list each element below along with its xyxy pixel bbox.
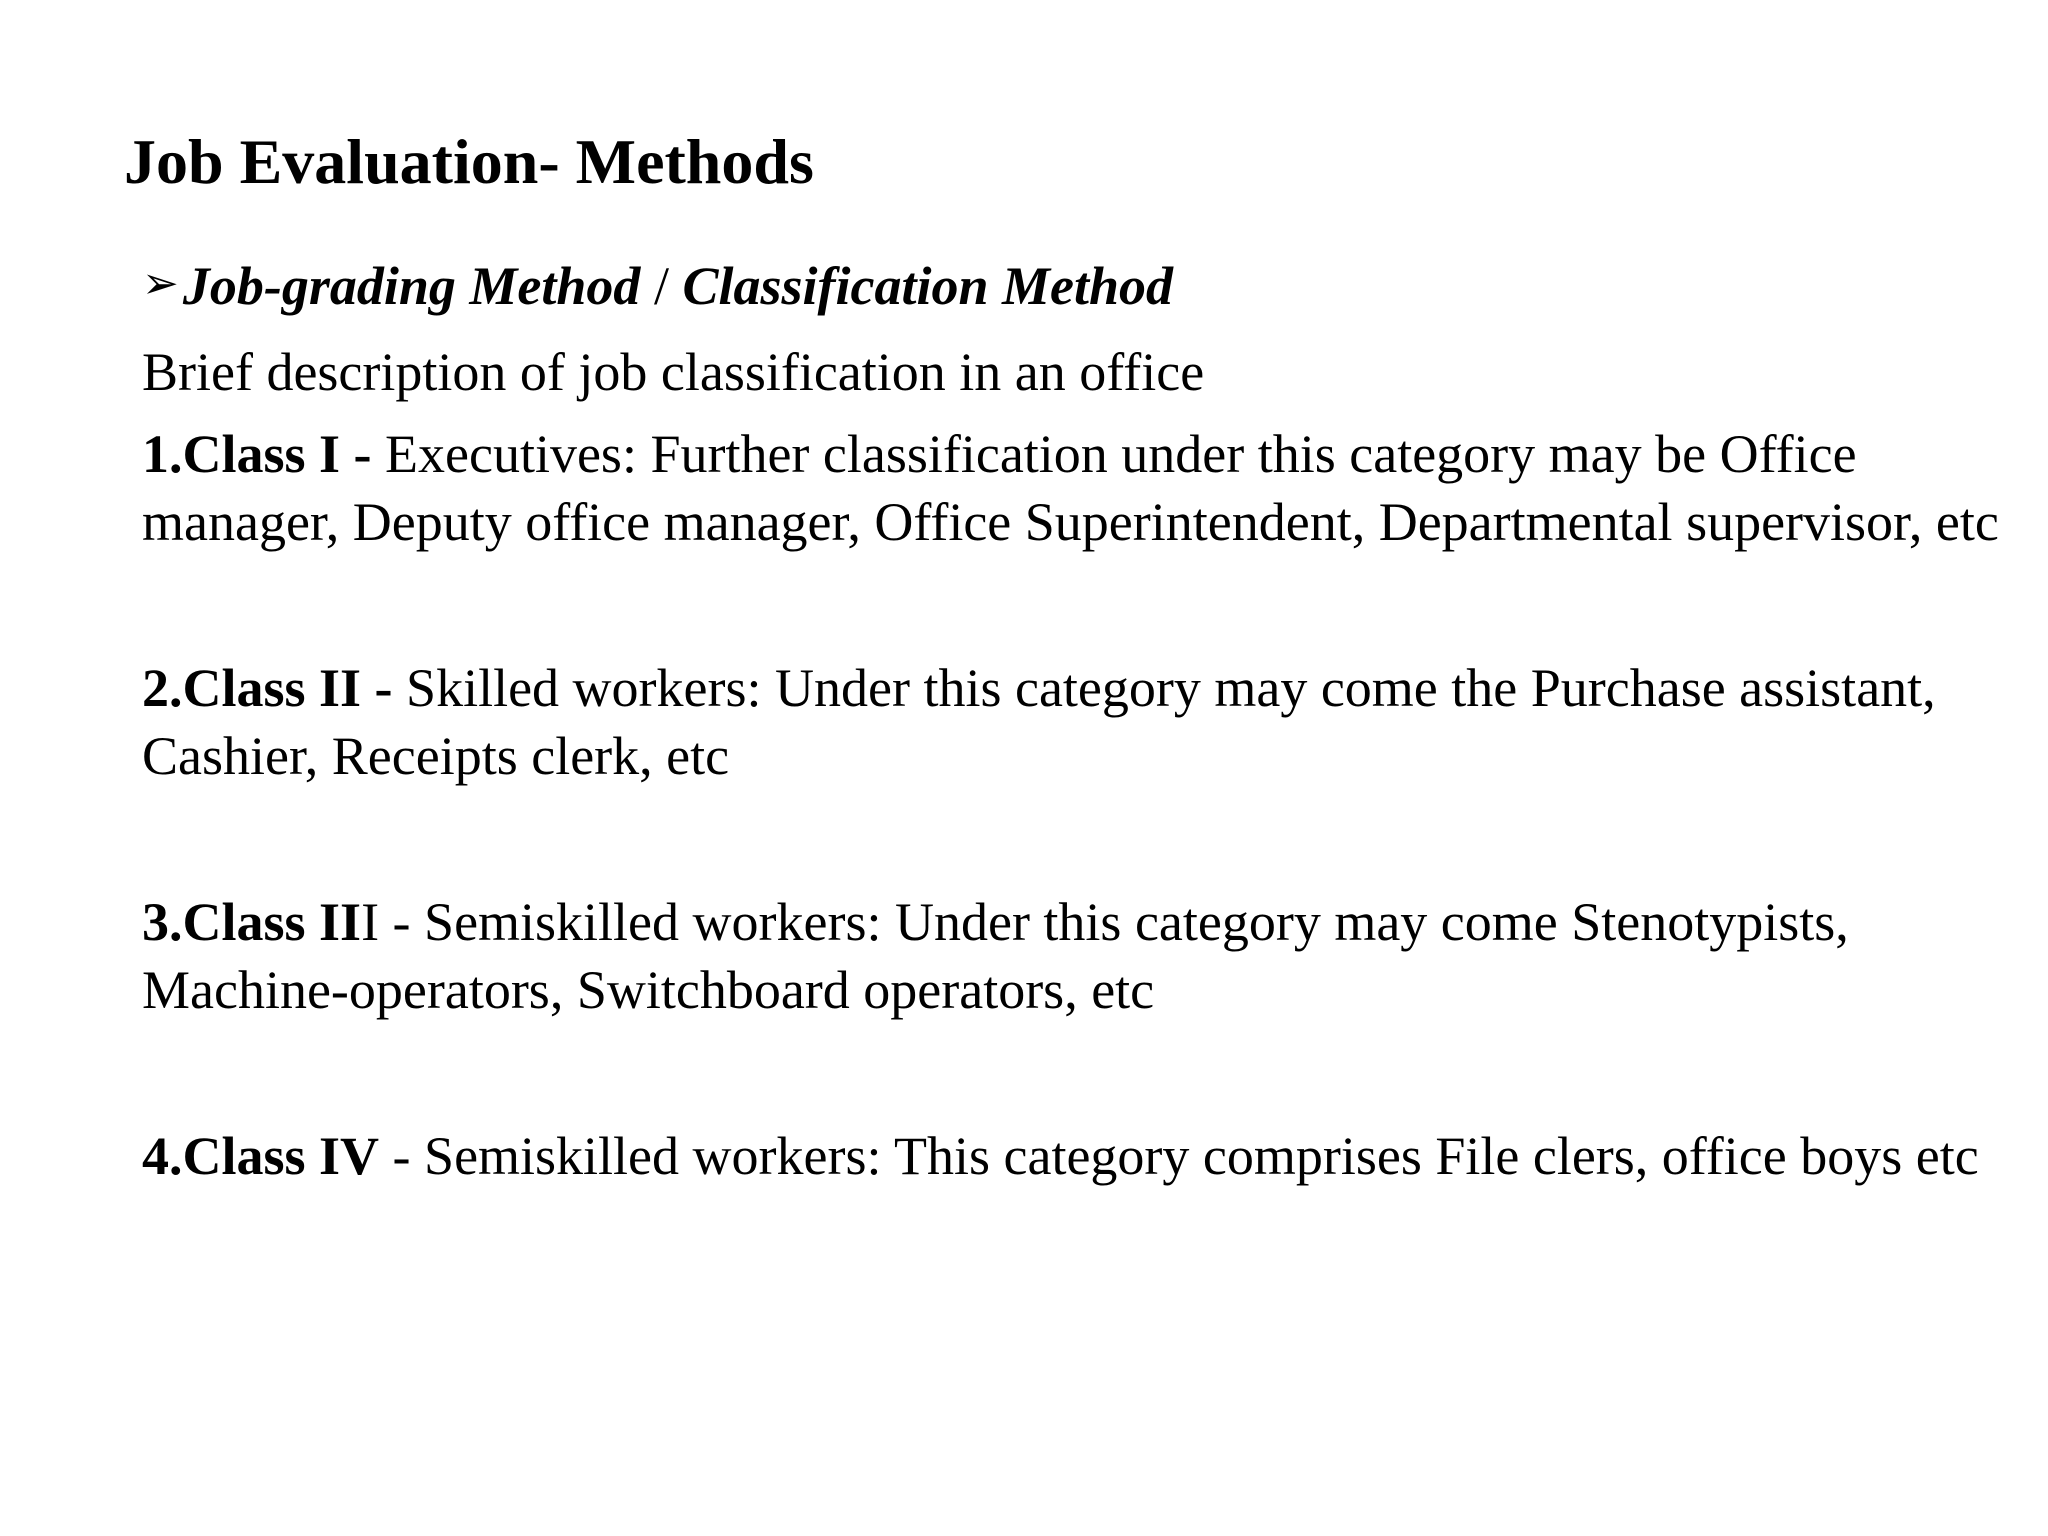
- section-heading: [142, 250, 2012, 320]
- item-label: 1.Class I -: [142, 424, 386, 484]
- item-label: 2.Class II -: [142, 658, 407, 718]
- intro-text: Brief description of job classification in an office: [142, 342, 1205, 402]
- heading-separator: /: [640, 256, 683, 316]
- list-item: [142, 420, 2012, 556]
- item-label: 4.Class IV: [142, 1126, 380, 1186]
- item-label-suffix: -: [379, 1126, 425, 1186]
- item-label: 3.Class II: [142, 892, 362, 952]
- page-title: Job Evaluation- Methods: [124, 126, 814, 197]
- list-item: [142, 654, 2012, 790]
- item-text: Skilled workers: Under this category may come the Purchase assistant, Cashier, Receipts clerk, etc: [142, 658, 1936, 786]
- item-text: Semiskilled workers: Under this category may come Stenotypists, Machine-operators, Switchboard operators, etc: [142, 892, 1849, 1020]
- item-text: Semiskilled workers: This category comprises File clers, office boys etc: [424, 1126, 1979, 1186]
- arrow-bullet-icon: ➢: [142, 258, 179, 309]
- list-item: [142, 1122, 2012, 1190]
- heading-part-1: Job-grading Method: [182, 256, 641, 316]
- slide-content: [142, 250, 2012, 1190]
- heading-part-2: Classification Method: [682, 256, 1174, 316]
- list-item: [142, 888, 2012, 1024]
- item-text: Executives: Further classification under this category may be Office manager, Deputy office manager, Office Superintendent, Departmental supervisor, etc: [142, 424, 1999, 552]
- item-label-suffix: I -: [361, 892, 425, 952]
